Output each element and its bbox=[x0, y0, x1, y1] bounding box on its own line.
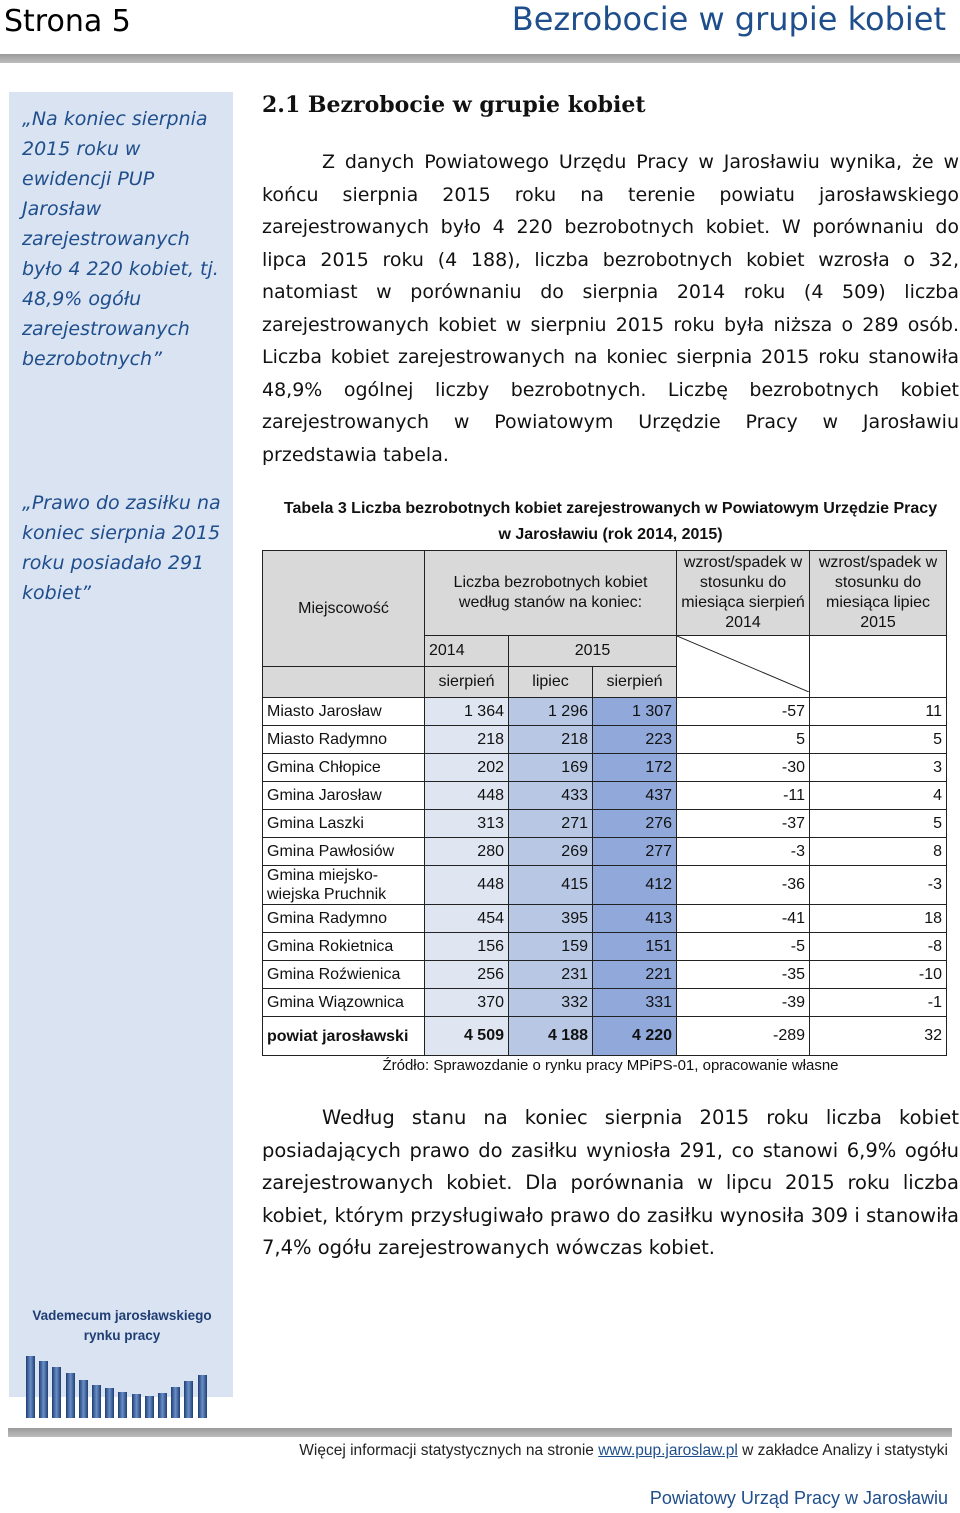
table-source: Źródło: Sprawozdanie o rynku pracy MPiPS-01, opracowanie własne bbox=[382, 1057, 839, 1074]
table-row bbox=[263, 782, 947, 810]
logo-bar bbox=[132, 1394, 141, 1418]
cell-change-aug2014: -5 bbox=[677, 933, 810, 961]
cell-change-jul2015: -3 bbox=[810, 866, 947, 905]
cell-aug2014: 448 bbox=[425, 866, 509, 905]
cell-aug2015: 331 bbox=[593, 989, 677, 1017]
header-year-2014: 2014 bbox=[425, 636, 509, 667]
logo-bar bbox=[105, 1388, 114, 1418]
table-row bbox=[263, 961, 947, 989]
cell-place: Miasto Radymno bbox=[263, 726, 425, 754]
cell-jul2015: 231 bbox=[509, 961, 593, 989]
logo-bar bbox=[118, 1392, 127, 1418]
cell-change-aug2014: -57 bbox=[677, 698, 810, 726]
cell-change-jul2015: -10 bbox=[810, 961, 947, 989]
cell-place: Gmina Chłopice bbox=[263, 754, 425, 782]
header-change-jul2015: wzrost/spadek w stosunku do miesiąca lipiec 2015 bbox=[810, 551, 947, 636]
intro-paragraph: Z danych Powiatowego Urzędu Pracy w Jarosławiu wynika, że w końcu sierpnia 2015 roku na terenie powiatu jarosławskiego zarejestrowanych było 4 220 bezrobotnych kobiet. W porównaniu do lipca 2015 roku (4 188), liczba bezrobotnych kobiet wzrosła o 32, natomiast w porównaniu do sierpnia 2014 roku (4 509) liczba zarejestrowanych kobiet w sierpniu 2015 roku była niższa o 289 osób. Liczba kobiet zarejestrowanych na koniec sierpnia 2015 roku stanowiła 48,9% ogólnej liczby bezrobotnych. Liczbę bezrobotnych kobiet zarejestrowanych w Powiatowym Urzędzie Pracy w Jarosławiu przedstawia tabela. bbox=[262, 151, 959, 466]
cell-change-aug2014: -11 bbox=[677, 782, 810, 810]
table-caption bbox=[262, 496, 959, 548]
vademecum-line-1: Vademecum jarosławskiego bbox=[32, 1308, 212, 1323]
cell-place: Gmina Roźwienica bbox=[263, 961, 425, 989]
cell-aug2015: 223 bbox=[593, 726, 677, 754]
cell-change-jul2015: 32 bbox=[810, 1017, 947, 1056]
cell-change-aug2014: -37 bbox=[677, 810, 810, 838]
cell-place: Gmina Radymno bbox=[263, 905, 425, 933]
table-row bbox=[263, 866, 947, 905]
benefit-paragraph: Według stanu na koniec sierpnia 2015 roku liczba kobiet posiadających prawo do zasiłku wyniosła 291, co stanowi 6,9% ogółu zarejestrowanych kobiet. Dla porównania w lipcu 2015 roku liczba kobiet, którym przysługiwało prawo do zasiłku wynosiła 309 i stanowiła 7,4% ogółu zarejestrowanych wówczas kobiet. bbox=[262, 1106, 959, 1259]
logo-bar bbox=[92, 1385, 101, 1418]
logo-bar bbox=[39, 1361, 48, 1418]
cell-place: Gmina Jarosław bbox=[263, 782, 425, 810]
header-counts: Liczba bezrobotnych kobiet według stanów na koniec: bbox=[425, 551, 677, 636]
cell-place: Miasto Jarosław bbox=[263, 698, 425, 726]
cell-jul2015: 395 bbox=[509, 905, 593, 933]
cell-aug2014: 156 bbox=[425, 933, 509, 961]
cell-jul2015: 1 296 bbox=[509, 698, 593, 726]
cell-jul2015: 218 bbox=[509, 726, 593, 754]
cell-aug2014: 1 364 bbox=[425, 698, 509, 726]
diagonal-line bbox=[677, 636, 809, 692]
cell-aug2015: 4 220 bbox=[593, 1017, 677, 1056]
footer-info-suffix: w zakładce Analizy i statystyki bbox=[742, 1442, 948, 1459]
cell-change-aug2014: -36 bbox=[677, 866, 810, 905]
logo-bar bbox=[26, 1356, 35, 1418]
cell-change-jul2015: 3 bbox=[810, 754, 947, 782]
logo-bar bbox=[158, 1393, 167, 1418]
logo-bar bbox=[66, 1373, 75, 1418]
cell-change-jul2015: 11 bbox=[810, 698, 947, 726]
cell-place: Gmina Pawłosiów bbox=[263, 838, 425, 866]
logo-bar bbox=[145, 1396, 154, 1418]
cell-place: Gmina Wiązownica bbox=[263, 989, 425, 1017]
header-month-aug2015: sierpień bbox=[593, 667, 677, 698]
cell-jul2015: 269 bbox=[509, 838, 593, 866]
table-row bbox=[263, 933, 947, 961]
unemployment-table bbox=[262, 550, 947, 1056]
header-diagonal-aug bbox=[677, 636, 810, 698]
cell-aug2014: 256 bbox=[425, 961, 509, 989]
header-place: Miejscowość bbox=[263, 551, 425, 667]
cell-aug2015: 151 bbox=[593, 933, 677, 961]
cell-aug2015: 437 bbox=[593, 782, 677, 810]
table-row bbox=[263, 810, 947, 838]
cell-aug2015: 277 bbox=[593, 838, 677, 866]
cell-aug2015: 412 bbox=[593, 866, 677, 905]
vademecum-logo bbox=[22, 1306, 222, 1418]
table-row bbox=[263, 698, 947, 726]
header-empty-jul bbox=[810, 636, 947, 698]
cell-aug2015: 413 bbox=[593, 905, 677, 933]
footer-organization: Powiatowy Urząd Pracy w Jarosławiu bbox=[649, 1488, 948, 1508]
header-month-aug2014: sierpień bbox=[425, 667, 509, 698]
sidebar-callout-benefit: „Prawo do zasiłku na koniec sierpnia 2015 roku posiadało 291 kobiet” bbox=[22, 492, 221, 604]
cell-change-aug2014: -3 bbox=[677, 838, 810, 866]
page-number: Strona 5 bbox=[4, 4, 131, 39]
cell-jul2015: 169 bbox=[509, 754, 593, 782]
table-caption-line-2: w Jarosławiu (rok 2014, 2015) bbox=[498, 526, 723, 543]
table-row bbox=[263, 726, 947, 754]
cell-aug2015: 1 307 bbox=[593, 698, 677, 726]
cell-change-jul2015: 5 bbox=[810, 810, 947, 838]
logo-bar bbox=[184, 1381, 193, 1418]
cell-place: Gmina miejsko-wiejska Pruchnik bbox=[263, 866, 425, 905]
cell-change-aug2014: 5 bbox=[677, 726, 810, 754]
cell-place: Gmina Rokietnica bbox=[263, 933, 425, 961]
cell-aug2014: 202 bbox=[425, 754, 509, 782]
cell-place: powiat jarosławski bbox=[263, 1017, 425, 1056]
cell-aug2014: 313 bbox=[425, 810, 509, 838]
cell-change-aug2014: -289 bbox=[677, 1017, 810, 1056]
cell-change-aug2014: -41 bbox=[677, 905, 810, 933]
logo-bar bbox=[171, 1387, 180, 1418]
cell-aug2014: 370 bbox=[425, 989, 509, 1017]
footer-info bbox=[299, 1442, 948, 1460]
header-year-2015: 2015 bbox=[509, 636, 677, 667]
table-caption-line-1: Tabela 3 Liczba bezrobotnych kobiet zarejestrowanych w Powiatowym Urzędzie Pracy bbox=[283, 500, 938, 517]
cell-change-jul2015: -1 bbox=[810, 989, 947, 1017]
website-link[interactable]: www.pup.jaroslaw.pl bbox=[598, 1442, 738, 1459]
cell-change-jul2015: 4 bbox=[810, 782, 947, 810]
header-title: Bezrobocie w grupie kobiet bbox=[511, 0, 946, 38]
cell-place: Gmina Laszki bbox=[263, 810, 425, 838]
sidebar-callout-registered: „Na koniec sierpnia 2015 roku w ewidencji PUP Jarosław zarejestrowanych było 4 220 kobiet, tj. 48,9% ogółu zarejestrowanych bezrobotnych” bbox=[22, 108, 219, 370]
cell-jul2015: 433 bbox=[509, 782, 593, 810]
logo-bar bbox=[52, 1367, 61, 1418]
table-total-row bbox=[263, 1017, 947, 1056]
cell-jul2015: 159 bbox=[509, 933, 593, 961]
header-change-aug2014: wzrost/spadek w stosunku do miesiąca sierpień 2014 bbox=[677, 551, 810, 636]
cell-aug2014: 218 bbox=[425, 726, 509, 754]
header-place-continued bbox=[263, 667, 425, 698]
cell-jul2015: 4 188 bbox=[509, 1017, 593, 1056]
cell-aug2015: 221 bbox=[593, 961, 677, 989]
vademecum-line-2: rynku pracy bbox=[83, 1328, 161, 1343]
cell-aug2015: 276 bbox=[593, 810, 677, 838]
cell-aug2014: 280 bbox=[425, 838, 509, 866]
section-title: 2.1 Bezrobocie w grupie kobiet bbox=[262, 92, 646, 118]
cell-change-jul2015: 18 bbox=[810, 905, 947, 933]
cell-change-jul2015: -8 bbox=[810, 933, 947, 961]
cell-change-aug2014: -30 bbox=[677, 754, 810, 782]
table-row bbox=[263, 838, 947, 866]
table-row bbox=[263, 905, 947, 933]
footer-info-prefix: Więcej informacji statystycznych na stronie bbox=[299, 1442, 594, 1459]
cell-jul2015: 332 bbox=[509, 989, 593, 1017]
cell-aug2014: 4 509 bbox=[425, 1017, 509, 1056]
footer-rule bbox=[8, 1428, 952, 1437]
vademecum-bars bbox=[22, 1356, 222, 1418]
cell-aug2014: 448 bbox=[425, 782, 509, 810]
header-month-jul2015: lipiec bbox=[509, 667, 593, 698]
header-rule bbox=[0, 54, 960, 63]
logo-bar bbox=[79, 1380, 88, 1418]
cell-change-aug2014: -39 bbox=[677, 989, 810, 1017]
cell-jul2015: 415 bbox=[509, 866, 593, 905]
vademecum-logo-text bbox=[22, 1306, 222, 1346]
cell-change-aug2014: -35 bbox=[677, 961, 810, 989]
cell-aug2015: 172 bbox=[593, 754, 677, 782]
table-row bbox=[263, 989, 947, 1017]
cell-aug2014: 454 bbox=[425, 905, 509, 933]
cell-change-jul2015: 5 bbox=[810, 726, 947, 754]
cell-jul2015: 271 bbox=[509, 810, 593, 838]
logo-bar bbox=[198, 1375, 207, 1418]
table-row bbox=[263, 754, 947, 782]
cell-change-jul2015: 8 bbox=[810, 838, 947, 866]
